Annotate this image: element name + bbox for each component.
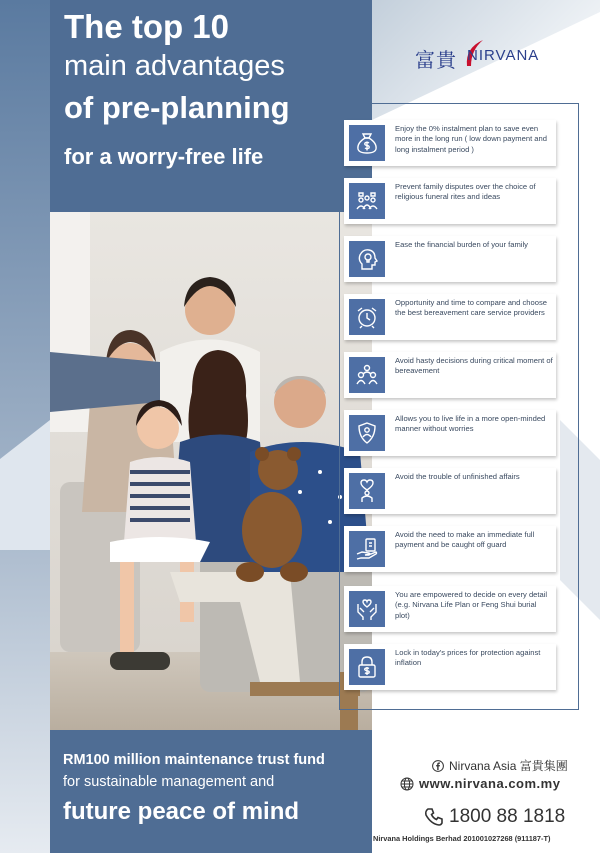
family-photo xyxy=(50,212,372,730)
benefit-item-2 xyxy=(344,178,556,224)
hands-heart-icon xyxy=(349,591,385,627)
benefit-item-5 xyxy=(344,352,556,398)
facebook-label: Nirvana Asia 富貴集團 xyxy=(449,759,568,773)
globe-icon xyxy=(400,777,414,791)
benefit-item-9 xyxy=(344,586,556,632)
benefit-item-8 xyxy=(344,526,556,572)
benefit-text: Opportunity and time to compare and choose the best bereavement care service providers xyxy=(395,298,547,318)
website-label: www.nirvana.com.my xyxy=(419,776,561,791)
benefit-item-10 xyxy=(344,644,556,690)
nirvana-logo xyxy=(415,38,565,74)
phone-contact[interactable] xyxy=(424,806,565,828)
phone-number: 1800 88 1818 xyxy=(449,806,566,827)
hand-card-icon xyxy=(349,531,385,567)
benefit-item-3 xyxy=(344,236,556,282)
headline-block xyxy=(50,0,372,212)
benefit-text: Allows you to live life in a more open-minded manner without worries xyxy=(395,414,546,434)
headline-line-4: for a worry-free life xyxy=(64,144,264,169)
head-lightbulb-icon xyxy=(349,241,385,277)
benefit-text: Avoid the trouble of unfinished affairs xyxy=(395,472,520,481)
headline-line-1: The top 10 xyxy=(64,8,230,45)
trust-fund-banner xyxy=(50,730,372,853)
banner-line-3: future peace of mind xyxy=(63,798,300,825)
alarm-clock-icon xyxy=(349,299,385,335)
benefit-text: You are empowered to decide on every detail (e.g. Nirvana Life Plan or Feng Shui burial plot) xyxy=(395,590,548,620)
people-icon xyxy=(349,357,385,393)
heart-person-icon xyxy=(349,473,385,509)
family-group-icon xyxy=(349,183,385,219)
phone-icon xyxy=(424,807,444,827)
facebook-contact[interactable] xyxy=(432,757,568,774)
benefit-text: Enjoy the 0% instalment plan to save even more in the long run ( low down payment and long instalment period ) xyxy=(395,124,547,154)
benefit-text: Prevent family disputes over the choice of religious funeral rites and ideas xyxy=(395,182,536,202)
benefit-text: Avoid the need to make an immediate full payment and be caught off guard xyxy=(395,530,535,550)
banner-line-1: RM100 million maintenance trust fund xyxy=(63,752,325,768)
headline-line-3: of pre-planning xyxy=(64,90,290,125)
benefit-item-1 xyxy=(344,120,556,166)
family-photo-illustration xyxy=(50,212,372,730)
benefit-text: Avoid hasty decisions during critical moment of bereavement xyxy=(395,356,553,376)
benefit-item-7 xyxy=(344,468,556,514)
company-registration: Nirvana Holdings Berhad 201001027268 (911187-T) xyxy=(373,834,551,843)
banner-line-2: for sustainable management and xyxy=(63,774,275,790)
benefit-item-6 xyxy=(344,410,556,456)
benefit-text: Ease the financial burden of your family xyxy=(395,240,528,249)
padlock-dollar-icon xyxy=(349,649,385,685)
logo-english: NIRVANA xyxy=(467,47,540,64)
shield-person-icon xyxy=(349,415,385,451)
money-bag-icon xyxy=(349,125,385,161)
facebook-icon xyxy=(432,760,444,772)
logo-chinese: 富貴 xyxy=(415,48,457,72)
benefit-item-4 xyxy=(344,294,556,340)
headline-line-2: main advantages xyxy=(64,50,285,82)
website-link[interactable] xyxy=(400,776,560,791)
benefit-text: Lock in today's prices for protection against inflation xyxy=(395,648,541,668)
